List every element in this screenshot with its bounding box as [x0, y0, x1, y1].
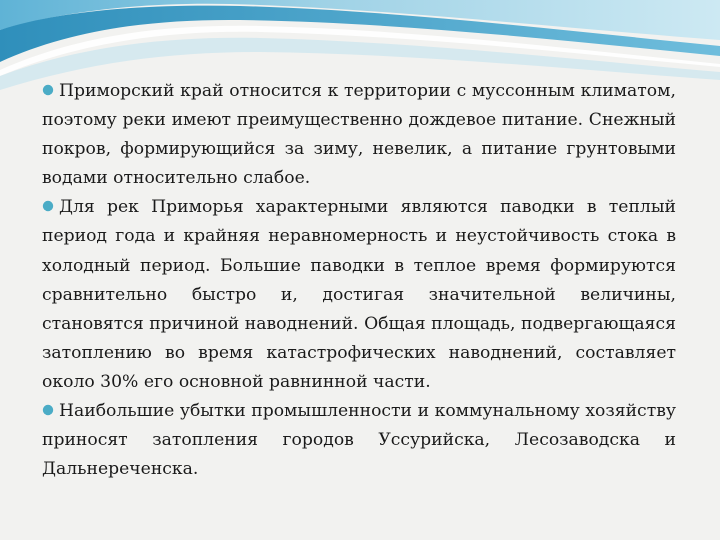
bullet-text-2: Для рек Приморья характерными являются паводки в теплый период года и крайняя неравномерность и неустойчивость стока в холодный период. Большие паводки в теплое время формируются сравнительно быстро и, достигая значительной величины, становятся причиной наводнений. Общая площадь, подвергающаяся затоплению во время катастрофических наводнений, составляет около 30% его основной равнинной части.: [42, 197, 676, 392]
bullet-list: [42, 77, 676, 484]
bullet-text-3: Наибольшие убытки промышленности и коммунальному хозяйству приносят затопления городов Уссурийска, Лесозаводска и Дальнереченска.: [42, 401, 676, 480]
filled-circle-bullet-icon: [42, 404, 54, 416]
bullet-text-1: Приморский край относится к территории с муссонным климатом, поэтому реки имеют преимущественно дождевое питание. Снежный покров, формирующийся за зиму, невелик, а питание грунтовыми водами относительно слабое.: [42, 81, 676, 189]
bullet-item-1: [42, 77, 676, 193]
filled-circle-bullet-icon: [42, 200, 54, 212]
filled-circle-bullet-icon: [42, 84, 54, 96]
bullet-item-2: [42, 193, 676, 397]
bullet-item-3: [42, 397, 676, 484]
